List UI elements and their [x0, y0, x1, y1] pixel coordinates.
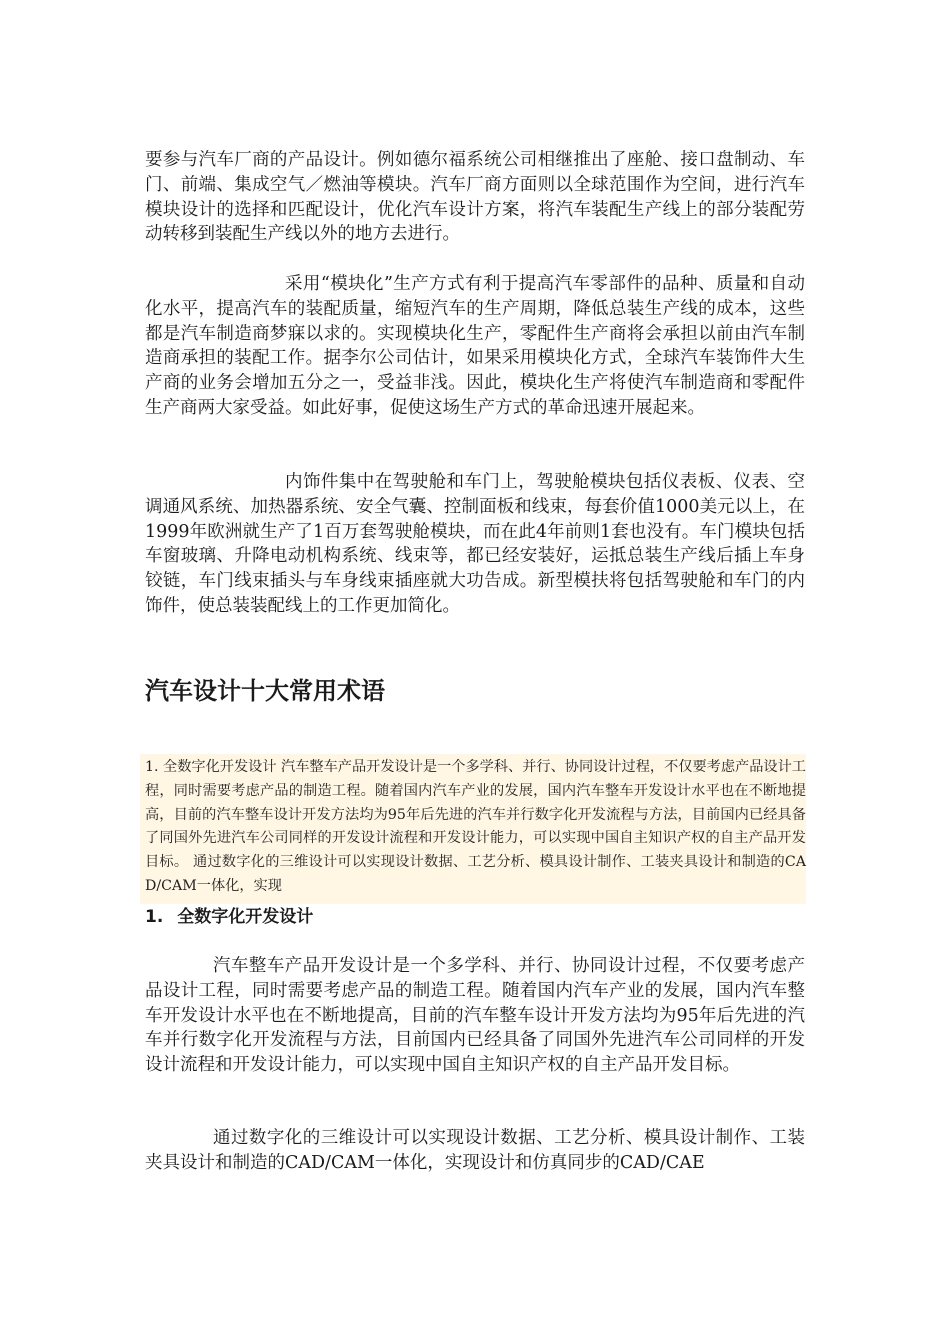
item-number: 1.: [145, 907, 164, 927]
highlighted-excerpt: 1. 全数字化开发设计 汽车整车产品开发设计是一个多学科、并行、协同设计过程，不仅要考虑产品设计工程，同时需要考虑产品的制造工程。随着国内汽车产业的发展，国内汽车整车开发设计水平也在不断地提高，目前的汽车整车设计开发方法均为95年后先进的汽车并行数字化开发流程与方法，目前国内已经具备了同国外先进汽车公司同样的开发设计流程和开发设计能力，可以实现中国自主知识产权的自主产品开发目标。 通过数字化的三维设计可以实现设计数据、工艺分析、模具设计制作、工装夹具设计和制造的CAD/CAM一体化，实现: [140, 754, 806, 904]
paragraph-cad-cam: 通过数字化的三维设计可以实现设计数据、工艺分析、模具设计制作、工装夹具设计和制造的CAD/CAM一体化，实现设计和仿真同步的CAD/CAE: [145, 1128, 805, 1173]
paragraph-interior-modules: 内饰件集中在驾驶舱和车门上，驾驶舱模块包括仪表板、仪表、空调通风系统、加热器系统、安全气囊、控制面板和线束，每套价值1000美元以上，在1999年欧洲就生产了1百万套驾驶舱模块，而在此4年前则1套也没有。车门模块包括车窗玻璃、升降电动机构系统、线束等，都已经安装好，运抵总装生产线后插上车身铰链，车门线束插头与车身线束插座就大功告成。新型模扶将包括驾驶舱和车门的内饰件，使总装装配线上的工作更加简化。: [145, 472, 805, 616]
paragraph-modular-production: 采用“模块化”生产方式有利于提高汽车零部件的品种、质量和自动化水平，提高汽车的装配质量，缩短汽车的生产周期，降低总装生产线的成本，这些都是汽车制造商梦寐以求的。实现模块化生产，零配件生产商将会承担以前由汽车制造商承担的装配工作。据李尔公司估计，如果采用模块化方式，全球汽车装饰件大生产商的业务会增加五分之一，受益非浅。因此，模块化生产将使汽车制造商和零配件生产商两大家受益。如此好事，促使这场生产方式的革命迅速开展起来。: [145, 274, 805, 418]
paragraph-modules-intro: 要参与汽车厂商的产品设计。例如德尔福系统公司相继推出了座舱、接口盘制动、车门、前端、集成空气／燃油等模块。汽车厂商方面则以全球范围作为空间，进行汽车模块设计的选择和匹配设计，优化汽车设计方案，将汽车装配生产线上的部分装配劳动转移到装配生产线以外的地方去进行。: [145, 150, 805, 245]
item-heading: [145, 905, 313, 929]
paragraph-digital-development: 汽车整车产品开发设计是一个多学科、并行、协同设计过程，不仅要考虑产品设计工程，同时需要考虑产品的制造工程。随着国内汽车产业的发展，国内汽车整车开发设计水平也在不断地提高，目前的汽车整车设计开发方法均为95年后先进的汽车并行数字化开发流程与方法，目前国内已经具备了同国外先进汽车公司同样的开发设计流程和开发设计能力，可以实现中国自主知识产权的自主产品开发目标。: [145, 956, 805, 1076]
section-title: 汽车设计十大常用术语: [145, 677, 385, 705]
item-title: 全数字化开发设计: [177, 907, 314, 927]
